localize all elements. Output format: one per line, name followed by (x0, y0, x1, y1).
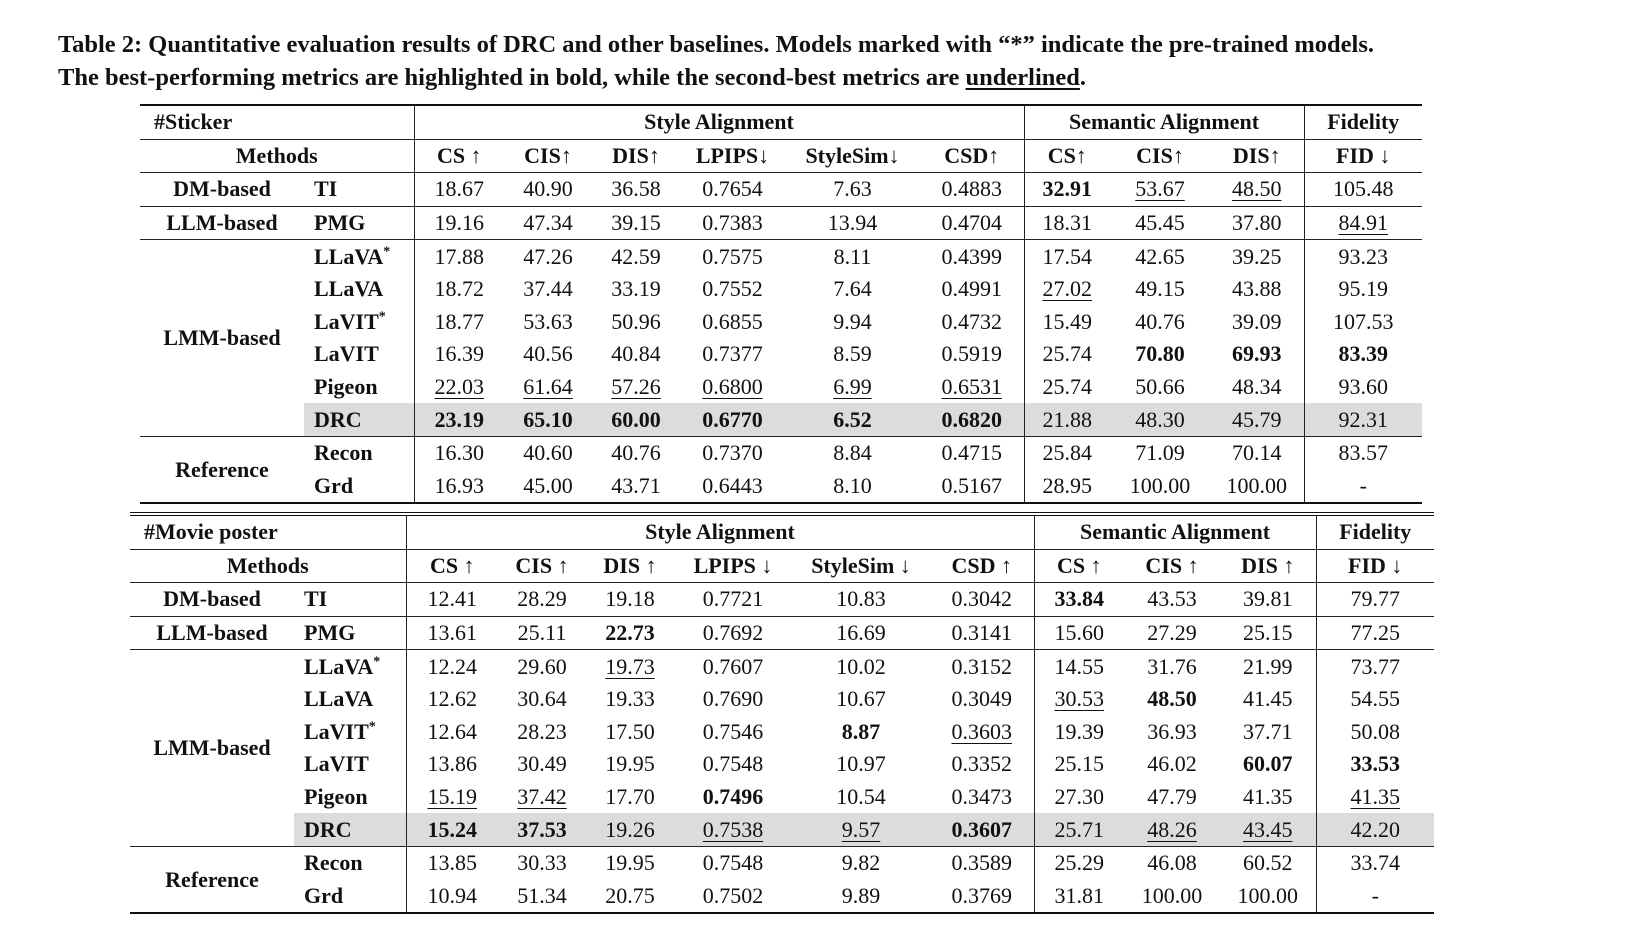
sticker-table-wrapper (140, 104, 1422, 504)
value-cell: 30.33 (498, 846, 586, 879)
value-cell: 0.7654 (680, 173, 785, 207)
value-cell: 39.09 (1210, 306, 1304, 339)
table-row (140, 206, 1422, 240)
value-cell: 17.88 (414, 240, 504, 273)
method-name: LaVIT (304, 338, 414, 371)
value-cell: 48.34 (1210, 371, 1304, 404)
value-cell: 28.29 (498, 583, 586, 617)
group-label-llm: LLM-based (130, 616, 294, 650)
fidelity-header: Fidelity (1327, 109, 1400, 135)
value-cell: 7.63 (785, 173, 920, 207)
col-header-lpips: LPIPS ↓ (674, 549, 792, 583)
value-cell: 73.77 (1316, 650, 1434, 683)
group-label-llm: LLM-based (140, 206, 304, 240)
value-cell: 0.6800 (702, 374, 763, 400)
value-cell: 33.74 (1316, 846, 1434, 879)
value-cell: 13.86 (427, 751, 477, 777)
col-header-stylesim: StyleSim↓ (785, 139, 920, 173)
value-cell: 18.67 (414, 173, 504, 207)
dataset-label-sticker: #Sticker (140, 105, 414, 139)
value-cell: 6.99 (833, 374, 872, 400)
value-cell: 21.99 (1220, 650, 1316, 683)
value-cell: 19.18 (586, 583, 674, 617)
value-cell: 46.02 (1147, 751, 1197, 777)
value-cell: 100.00 (1210, 470, 1304, 504)
value-cell: 18.77 (434, 308, 484, 334)
col-header-cs: CS ↑ (414, 139, 504, 173)
method-name: LaVIT* (294, 716, 406, 749)
value-cell: 8.10 (833, 472, 872, 498)
col-header-sem-cis: CIS↑ (1110, 139, 1210, 173)
pretrained-marker: * (373, 654, 381, 670)
value-cell: 40.56 (523, 341, 573, 367)
value-cell: 0.6820 (920, 403, 1024, 436)
value-cell: 0.6531 (941, 374, 1002, 400)
value-cell: 0.7721 (674, 583, 792, 617)
value-cell: 0.7575 (680, 240, 785, 273)
value-cell: 30.53 (1054, 686, 1104, 712)
method-name: LLaVA (304, 273, 414, 306)
table-row (130, 583, 1434, 617)
value-cell: 37.53 (498, 813, 586, 846)
value-cell: 93.23 (1304, 240, 1422, 273)
value-cell: 0.3603 (951, 718, 1012, 744)
value-cell: 25.84 (1024, 436, 1110, 469)
value-cell: 0.4704 (920, 206, 1024, 240)
value-cell: 0.7538 (702, 816, 764, 842)
value-cell: 60.07 (1220, 748, 1316, 781)
group-label-reference: Reference (140, 436, 304, 503)
table-row (140, 436, 1422, 469)
value-cell: - (1371, 882, 1379, 908)
method-name: LLaVA* (304, 240, 414, 273)
col-header-sem-cs: CS ↑ (1034, 549, 1124, 583)
table-row (140, 306, 1422, 339)
value-cell: 0.3352 (930, 748, 1034, 781)
value-cell: 32.91 (1024, 173, 1110, 207)
value-cell: 0.4732 (920, 306, 1024, 339)
value-cell: 50.08 (1350, 718, 1400, 744)
group-label-dm: DM-based (140, 173, 304, 207)
value-cell: 53.67 (1135, 176, 1185, 202)
value-cell: 23.19 (414, 403, 504, 436)
method-name: Grd (304, 470, 414, 504)
method-name: Recon (294, 846, 406, 879)
value-cell: 7.64 (833, 276, 872, 302)
value-cell: 19.26 (586, 813, 674, 846)
col-header-cs: CS ↑ (406, 549, 498, 583)
pretrained-marker: * (383, 244, 391, 260)
value-cell: 9.82 (792, 846, 930, 879)
value-cell: 40.76 (592, 436, 680, 469)
table-row (130, 748, 1434, 781)
value-cell: 25.74 (1042, 341, 1092, 367)
value-cell: 47.79 (1147, 784, 1197, 810)
movie-poster-table-wrapper (130, 512, 1434, 914)
method-name: DRC (294, 813, 406, 846)
method-name: TI (304, 173, 414, 207)
value-cell: 45.45 (1110, 206, 1210, 240)
methods-header: Methods (130, 549, 406, 583)
value-cell: 15.49 (1042, 308, 1092, 334)
value-cell: 42.59 (592, 240, 680, 273)
value-cell: 13.61 (406, 616, 498, 650)
value-cell: 54.55 (1350, 686, 1400, 712)
value-cell: 20.75 (605, 882, 655, 908)
value-cell: 9.89 (841, 882, 881, 908)
table-row (130, 880, 1434, 914)
movie-poster-results-table (130, 512, 1434, 914)
value-cell: 47.26 (504, 240, 592, 273)
group-label-lmm: LMM-based (140, 240, 304, 437)
table-row (140, 173, 1422, 207)
table-row (140, 470, 1422, 504)
col-header-dis: DIS ↑ (586, 549, 674, 583)
value-cell: 71.09 (1110, 436, 1210, 469)
value-cell: 100.00 (1220, 880, 1316, 914)
value-cell: 17.50 (605, 718, 655, 744)
col-header-sem-cs: CS↑ (1024, 139, 1110, 173)
value-cell: 42.65 (1110, 240, 1210, 273)
value-cell: 84.91 (1338, 210, 1388, 236)
col-header-dis: DIS↑ (592, 139, 680, 173)
value-cell: 10.02 (792, 650, 930, 683)
value-cell: 49.15 (1135, 276, 1185, 302)
value-cell: 50.96 (611, 308, 661, 334)
value-cell: 15.19 (427, 784, 477, 810)
value-cell: 0.4883 (920, 173, 1024, 207)
caption-line-2-text: The best-performing metrics are highlighted in bold, while the second-best metrics are (58, 64, 966, 91)
value-cell: 0.7377 (702, 341, 763, 367)
semantic-alignment-header: Semantic Alignment (1024, 105, 1304, 139)
value-cell: 45.79 (1210, 403, 1304, 436)
value-cell: 0.7502 (702, 882, 764, 908)
value-cell: 30.64 (517, 686, 567, 712)
value-cell: 0.3049 (930, 683, 1034, 716)
value-cell: 13.94 (785, 206, 920, 240)
pretrained-marker: * (368, 719, 376, 735)
value-cell: 0.5167 (920, 470, 1024, 504)
table-row (130, 616, 1434, 650)
value-cell: 0.7690 (702, 686, 764, 712)
value-cell: 12.62 (427, 686, 477, 712)
method-name: Pigeon (294, 781, 406, 814)
value-cell: 69.93 (1210, 338, 1304, 371)
value-cell: 18.72 (434, 276, 484, 302)
value-cell: 6.52 (785, 403, 920, 436)
value-cell: 0.7607 (674, 650, 792, 683)
methods-header: Methods (140, 139, 414, 173)
value-cell: 100.00 (1141, 882, 1203, 908)
value-cell: 40.76 (1135, 308, 1185, 334)
col-header-fid: FID ↓ (1304, 139, 1422, 173)
value-cell: 12.64 (427, 718, 477, 744)
value-cell: 10.54 (836, 784, 886, 810)
col-header-fid: FID ↓ (1316, 549, 1434, 583)
value-cell: 17.54 (1024, 240, 1110, 273)
value-cell: 16.30 (414, 436, 504, 469)
value-cell: 0.6770 (680, 403, 785, 436)
caption-underlined-word: underlined (965, 64, 1080, 91)
method-name: LaVIT* (304, 306, 414, 339)
value-cell: 77.25 (1316, 616, 1434, 650)
method-name: LaVIT (294, 748, 406, 781)
caption-line-2 (58, 61, 1603, 94)
table-row (140, 338, 1422, 371)
table-row (130, 650, 1434, 683)
col-header-csd: CSD ↑ (930, 549, 1034, 583)
value-cell: 33.84 (1034, 583, 1124, 617)
value-cell: 14.55 (1034, 650, 1124, 683)
value-cell: 27.02 (1042, 276, 1092, 302)
value-cell: 28.23 (517, 718, 567, 744)
value-cell: 43.53 (1124, 583, 1220, 617)
value-cell: 0.3607 (930, 813, 1034, 846)
value-cell: 8.59 (833, 341, 872, 367)
value-cell: 0.7496 (702, 784, 764, 810)
value-cell: 43.88 (1210, 273, 1304, 306)
value-cell: 16.69 (792, 616, 930, 650)
value-cell: 19.16 (414, 206, 504, 240)
value-cell: 10.67 (836, 686, 886, 712)
group-label-lmm: LMM-based (130, 650, 294, 847)
value-cell: 31.81 (1054, 882, 1104, 908)
value-cell: 83.39 (1338, 341, 1388, 367)
value-cell: 0.3042 (930, 583, 1034, 617)
value-cell: 43.71 (611, 472, 661, 498)
value-cell: 0.7383 (680, 206, 785, 240)
value-cell: 0.3769 (930, 880, 1034, 914)
value-cell: 27.29 (1124, 616, 1220, 650)
caption-period: . (1079, 64, 1087, 91)
value-cell: 10.97 (836, 751, 886, 777)
value-cell: 0.3473 (930, 781, 1034, 814)
value-cell: 19.33 (605, 686, 655, 712)
value-cell: 0.6855 (702, 308, 763, 334)
method-name: PMG (294, 616, 406, 650)
method-name: TI (294, 583, 406, 617)
value-cell: 22.03 (434, 374, 484, 400)
value-cell: 36.93 (1147, 718, 1197, 744)
value-cell: 83.57 (1304, 436, 1422, 469)
movie-header-row-1 (130, 514, 1434, 549)
value-cell: 41.35 (1220, 781, 1316, 814)
value-cell: 17.70 (605, 784, 655, 810)
method-name: LLaVA (294, 683, 406, 716)
value-cell: 70.80 (1135, 341, 1185, 367)
table-caption (58, 28, 1603, 94)
group-label-dm: DM-based (130, 583, 294, 617)
value-cell: 100.00 (1129, 472, 1191, 498)
value-cell: 37.80 (1210, 206, 1304, 240)
value-cell: 21.88 (1024, 403, 1110, 436)
value-cell: 37.71 (1220, 716, 1316, 749)
value-cell: 95.19 (1338, 276, 1388, 302)
value-cell: 13.85 (406, 846, 498, 879)
value-cell: 47.34 (504, 206, 592, 240)
method-name: PMG (304, 206, 414, 240)
value-cell: 15.24 (406, 813, 498, 846)
value-cell: 53.63 (523, 308, 573, 334)
value-cell: 10.83 (792, 583, 930, 617)
col-header-sem-cis: CIS ↑ (1124, 549, 1220, 583)
value-cell: 28.95 (1042, 472, 1092, 498)
value-cell: 33.19 (611, 276, 661, 302)
value-cell: 16.93 (434, 472, 484, 498)
value-cell: 0.5919 (920, 338, 1024, 371)
value-cell: 92.31 (1304, 403, 1422, 436)
value-cell: 45.00 (523, 472, 573, 498)
value-cell: 12.24 (406, 650, 498, 683)
value-cell: 0.3589 (930, 846, 1034, 879)
value-cell: 10.94 (427, 882, 477, 908)
value-cell: 25.29 (1034, 846, 1124, 879)
method-name: LLaVA* (294, 650, 406, 683)
group-label-reference: Reference (130, 846, 294, 913)
style-alignment-header: Style Alignment (414, 105, 1024, 139)
value-cell: 40.84 (611, 341, 661, 367)
value-cell: 9.94 (833, 308, 872, 334)
value-cell: 39.25 (1210, 240, 1304, 273)
value-cell: 18.31 (1024, 206, 1110, 240)
value-cell: 0.4399 (920, 240, 1024, 273)
value-cell: 50.66 (1135, 374, 1185, 400)
sticker-header-row-2 (140, 139, 1422, 173)
value-cell: 25.11 (498, 616, 586, 650)
value-cell: 8.84 (785, 436, 920, 469)
value-cell: 60.00 (592, 403, 680, 436)
sticker-header-row-1 (140, 105, 1422, 139)
table-row (130, 846, 1434, 879)
value-cell: 19.95 (605, 751, 655, 777)
value-cell: 37.42 (517, 784, 567, 810)
value-cell: 12.41 (406, 583, 498, 617)
col-header-sem-dis: DIS↑ (1210, 139, 1304, 173)
style-alignment-header: Style Alignment (406, 514, 1034, 549)
value-cell: 39.81 (1220, 583, 1316, 617)
value-cell: 36.58 (592, 173, 680, 207)
value-cell: 0.3152 (930, 650, 1034, 683)
value-cell: 39.15 (592, 206, 680, 240)
value-cell: 79.77 (1316, 583, 1434, 617)
table-row-highlighted (140, 403, 1422, 436)
value-cell: 19.39 (1054, 718, 1104, 744)
value-cell: 48.26 (1147, 816, 1197, 842)
value-cell: 107.53 (1333, 308, 1394, 334)
value-cell: 43.45 (1243, 816, 1293, 842)
value-cell: 57.26 (611, 374, 661, 400)
value-cell: 31.76 (1124, 650, 1220, 683)
value-cell: 15.60 (1034, 616, 1124, 650)
value-cell: 48.30 (1110, 403, 1210, 436)
value-cell: 0.4991 (920, 273, 1024, 306)
value-cell: 16.39 (434, 341, 484, 367)
value-cell: 40.90 (504, 173, 592, 207)
value-cell: 60.52 (1220, 846, 1316, 879)
value-cell: 46.08 (1124, 846, 1220, 879)
dataset-label-movie-poster: #Movie poster (130, 514, 406, 549)
value-cell: 25.71 (1034, 813, 1124, 846)
value-cell: 8.11 (785, 240, 920, 273)
value-cell: 19.73 (605, 653, 655, 679)
value-cell: 93.60 (1338, 374, 1388, 400)
table-row (140, 371, 1422, 404)
value-cell: 48.50 (1232, 176, 1282, 202)
value-cell: 33.53 (1350, 751, 1400, 777)
value-cell: 40.60 (504, 436, 592, 469)
value-cell: 0.7548 (674, 846, 792, 879)
method-name: Grd (294, 880, 406, 914)
value-cell: 19.95 (586, 846, 674, 879)
col-header-cis: CIS↑ (504, 139, 592, 173)
col-header-stylesim: StyleSim ↓ (792, 549, 930, 583)
method-name: DRC (304, 403, 414, 436)
value-cell: 25.15 (1220, 616, 1316, 650)
value-cell: 0.6443 (702, 472, 763, 498)
value-cell: 8.87 (841, 718, 881, 744)
table-row (130, 683, 1434, 716)
col-header-lpips: LPIPS↓ (680, 139, 785, 173)
method-name: Pigeon (304, 371, 414, 404)
col-header-csd: CSD↑ (920, 139, 1024, 173)
value-cell: 0.3141 (930, 616, 1034, 650)
value-cell: 29.60 (498, 650, 586, 683)
value-cell: 27.30 (1054, 784, 1104, 810)
table-row (140, 240, 1422, 273)
semantic-alignment-header: Semantic Alignment (1034, 514, 1316, 549)
value-cell: - (1359, 472, 1367, 498)
value-cell: 25.74 (1042, 374, 1092, 400)
value-cell: 0.7552 (702, 276, 763, 302)
value-cell: 51.34 (517, 882, 567, 908)
value-cell: 0.7546 (702, 718, 764, 744)
movie-header-row-2 (130, 549, 1434, 583)
value-cell: 105.48 (1304, 173, 1422, 207)
value-cell: 0.7370 (680, 436, 785, 469)
value-cell: 61.64 (523, 374, 573, 400)
table-row (130, 781, 1434, 814)
value-cell: 9.57 (841, 816, 881, 842)
value-cell: 70.14 (1210, 436, 1304, 469)
table-row (140, 273, 1422, 306)
value-cell: 42.20 (1316, 813, 1434, 846)
value-cell: 0.7548 (702, 751, 764, 777)
value-cell: 41.35 (1350, 784, 1400, 810)
col-header-cis: CIS ↑ (498, 549, 586, 583)
value-cell: 65.10 (504, 403, 592, 436)
col-header-sem-dis: DIS ↑ (1220, 549, 1316, 583)
value-cell: 37.44 (523, 276, 573, 302)
method-name: Recon (304, 436, 414, 469)
table-row (130, 716, 1434, 749)
table-row-highlighted (130, 813, 1434, 846)
sticker-results-table (140, 104, 1422, 504)
value-cell: 48.50 (1147, 686, 1197, 712)
value-cell: 30.49 (517, 751, 567, 777)
fidelity-header: Fidelity (1339, 519, 1412, 545)
pretrained-marker: * (378, 309, 386, 325)
caption-line-1: Table 2: Quantitative evaluation results of DRC and other baselines. Models marked with “*” indicate the pre-trained models. (58, 31, 1374, 58)
value-cell: 0.7692 (674, 616, 792, 650)
value-cell: 41.45 (1220, 683, 1316, 716)
value-cell: 22.73 (586, 616, 674, 650)
value-cell: 25.15 (1054, 751, 1104, 777)
value-cell: 0.4715 (920, 436, 1024, 469)
